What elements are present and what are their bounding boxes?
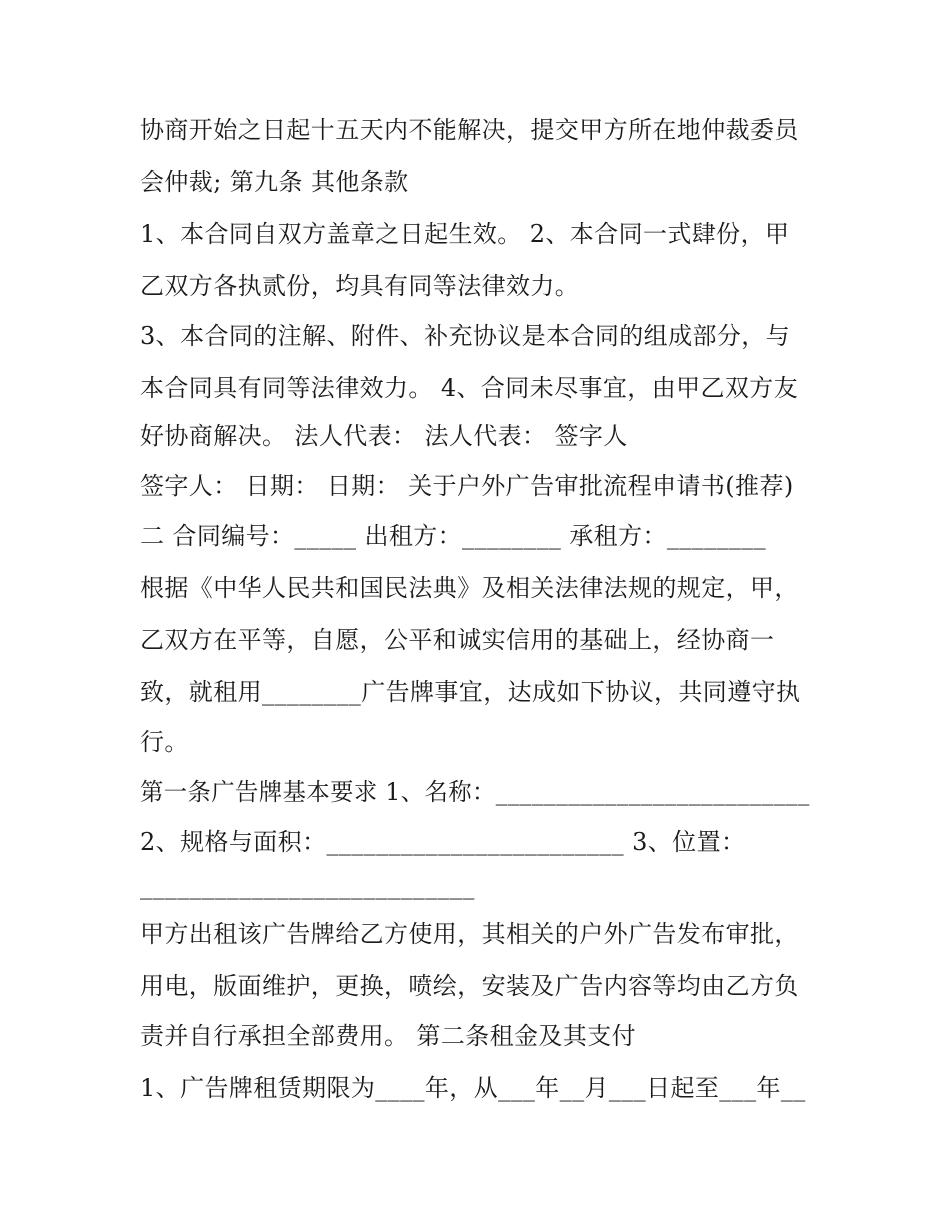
text-line: 乙双方在平等，自愿，公平和诚实信用的基础上，经协商一 bbox=[140, 626, 775, 654]
text-line: 根据《中华人民共和国民法典》及相关法律法规的规定，甲， bbox=[140, 574, 799, 602]
text-line: 1、广告牌租赁期限为____年，从___年__月___日起至___年__ bbox=[140, 1074, 806, 1102]
text-line: 行。 bbox=[140, 728, 189, 756]
text-line: 好协商解决。 法人代表： 法人代表： 签字人 bbox=[140, 422, 628, 450]
text-line: 二 合同编号：_____ 出租方：________ 承租方：________ bbox=[140, 522, 767, 550]
text-line: 乙双方各执贰份，均具有同等法律效力。 bbox=[140, 272, 580, 300]
text-line: 2、规格与面积：________________________ 3、位置： bbox=[140, 828, 746, 856]
text-line: 第一条广告牌基本要求 1、名称：__________________________ bbox=[140, 778, 810, 806]
text-line: 会仲裁; 第九条 其他条款 bbox=[140, 168, 409, 196]
text-line: 致，就租用________广告牌事宜，达成如下协议，共同遵守执 bbox=[140, 678, 801, 706]
text-line: 1、本合同自双方盖章之日起生效。 2、本合同一式肆份，甲 bbox=[140, 220, 790, 248]
text-line: 责并自行承担全部费用。 第二条租金及其支付 bbox=[140, 1022, 637, 1050]
text-line: ___________________________ bbox=[140, 872, 475, 900]
text-line: 甲方出租该广告牌给乙方使用，其相关的户外广告发布审批， bbox=[140, 920, 799, 948]
text-line: 协商开始之日起十五天内不能解决，提交甲方所在地仲裁委员 bbox=[140, 116, 799, 144]
text-line: 本合同具有同等法律效力。 4、合同未尽事宜，由甲乙双方友 bbox=[140, 374, 799, 402]
text-line: 签字人： 日期： 日期： 关于户外广告审批流程申请书(推荐) bbox=[140, 472, 794, 500]
text-line: 用电，版面维护，更换，喷绘，安装及广告内容等均由乙方负 bbox=[140, 972, 799, 1000]
text-line: 3、本合同的注解、附件、补充协议是本合同的组成部分，与 bbox=[140, 322, 791, 350]
